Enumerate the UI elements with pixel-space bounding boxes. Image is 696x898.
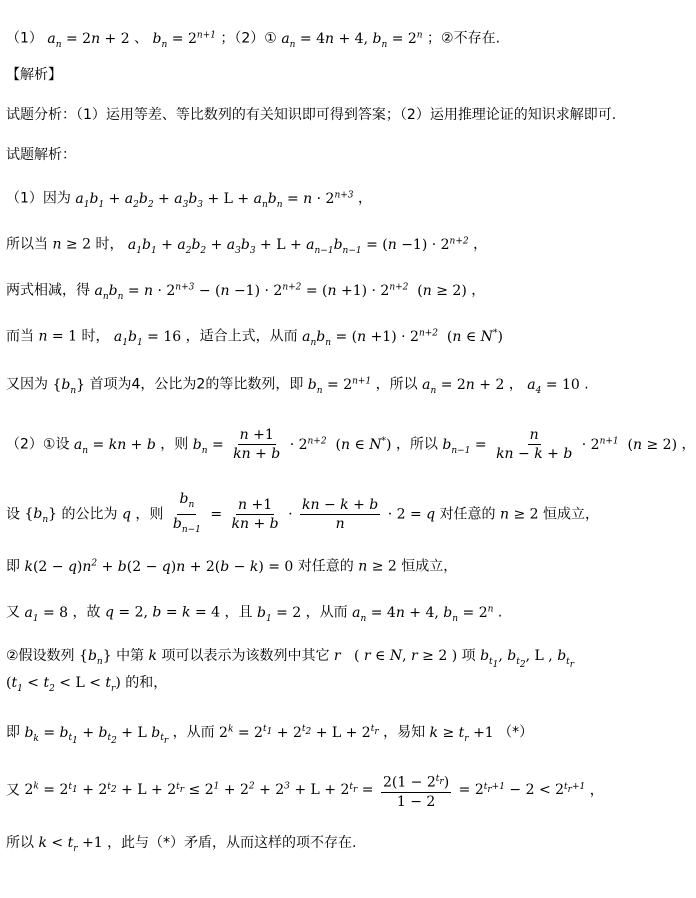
- solution-line-4: 而当 n = 1 时， $a_1b_1 = 16$ ，适合上式，从而 $a_nb_n = (n +1) \cdot 2^{n+2}$ (n ∈ N*): [6, 328, 503, 348]
- formula-sum-prev: $a_1b_1 + a_2b_2 + a_3b_3 + L + a_{n-1}b_{n-1} = (n -1) \cdot 2^{n+2}$: [127, 236, 469, 256]
- solution-line-3: 两式相减，得 $a_nb_n = n \cdot 2^{n+3} - (n -1) \cdot 2^{n+2} = (n +1) \cdot 2^{n+2}$ (n ≥ 2) ，: [6, 282, 486, 302]
- solution-line-9: 又 $a_1 = 8$ ，故 q = 2, b = k = 4 ，且 $b_1 = 2$ ，从而 $a_n = 4n + 4$, $b_n = 2^n$ .: [6, 604, 503, 624]
- answer-part1-label: （1）: [6, 30, 43, 47]
- formula-sum-eq: $a_1b_1 + a_2b_2 + a_3b_3 + L + a_nb_n = n \cdot 2^{n+3}$: [75, 190, 354, 210]
- formula-an-1: $a_n = 2n + 2$: [47, 30, 130, 50]
- formula-difference: $a_nb_n = n \cdot 2^{n+3} - (n -1) \cdot 2^{n+2} = (n +1) \cdot 2^{n+2}$ (n ≥ 2): [94, 282, 467, 302]
- solution-line-10: ②假设数列 $\{b_n\}$ 中第 k 项可以表示为该数列中其它 r ( r ∈ N, r ≥ 2 ) 项 $b_{t_1}$, $b_{t_2}$, L , $b_{t_r}$: [6, 648, 575, 670]
- solution-line-12: 即 $b_k = b_{t_1} + b_{t_2} + L$ $b_{t_r}$ ，从而 $2^k = 2^{t_1} + 2^{t_2} + L + 2^{t_r}$ ，易知 $k \ge t_r +1$ （*）: [6, 724, 534, 747]
- solution-line-1: （1）因为 $a_1b_1 + a_2b_2 + a_3b_3 + L + a_nb_n = n \cdot 2^{n+3}$ ，: [6, 190, 372, 210]
- answer-line: （1） $a_n = 2n + 2$ 、 $b_n = 2^{n+1}$ ；（2）① $a_n = 4n + 4$, $b_n = 2^n$ ；②不存在.: [6, 30, 501, 50]
- analysis-text: 试题分析：（1）运用等差、等比数列的有关知识即可得到答案；（2）运用推理论证的知识求解即可.: [6, 107, 617, 123]
- solution-line-13: 又 $2^k = 2^{t_1} + 2^{t_2} + L + 2^{t_r} \le 2^1 + 2^2 + 2^3 + L + 2^{t_r}$ = $\frac{2(1 - 2^{t_r})}{1 - 2}$ = $2^{t_r+1} - 2 < 2^{t_r+1}$ ，: [6, 770, 604, 811]
- formula-bn-1: $b_n = 2^{n+1}$: [152, 30, 216, 50]
- formula-an-bn-2: $a_n = 4n + 4$, $b_n = 2^n$: [281, 30, 423, 50]
- solution-line-11: $(t_1 < t_2 < L < t_r)$ 的和，: [6, 675, 168, 694]
- formula-anbn-general: $a_nb_n = (n +1) \cdot 2^{n+2}$ (n ∈ N*): [302, 328, 503, 348]
- analysis-heading: 【解析】: [6, 67, 62, 83]
- solution-line-14: 所以 $k < t_r +1$ ，此与（*）矛盾，从而这样的项不存在.: [6, 835, 357, 854]
- solution-line-5: 又因为 $\{b_n\}$ 首项为4，公比为2的等比数列，即 $b_n = 2^{n+1}$ ，所以 $a_n = 2n + 2$ ， $a_4 = 10$ .: [6, 376, 589, 396]
- solution-line-7: 设 $\{b_n\}$ 的公比为 q ，则 $\frac{b_n}{b_{n-1}}$ = $\frac{n +1}{kn + b}$ · $\frac{kn - k + b}{n}$ · 2 = q 对任意的 n ≥ 2 恒成立，: [6, 491, 600, 535]
- solution-line-8: 即 $k(2 - q)n^2 + b(2 - q)n + 2(b - k) = 0$ 对任意的 n ≥ 2 恒成立，: [6, 558, 458, 575]
- solution-line-2: 所以当 n ≥ 2 时， $a_1b_1 + a_2b_2 + a_3b_3 + L + a_{n-1}b_{n-1} = (n -1) \cdot 2^{n+2}$ ，: [6, 236, 488, 256]
- solution-line-6: （2）①设 $a_n$ = kn + b ，则 $b_n$ = $\frac{n +1}{kn + b}$ · $2^{n+2}$ (n ∈ N*) ，所以 $b_{n-1}$ = $\frac{n}{kn - k + b}$ · $2^{n+1}$ (n ≥ 2) ，: [6, 427, 696, 462]
- solution-label: 试题解析：: [6, 147, 76, 163]
